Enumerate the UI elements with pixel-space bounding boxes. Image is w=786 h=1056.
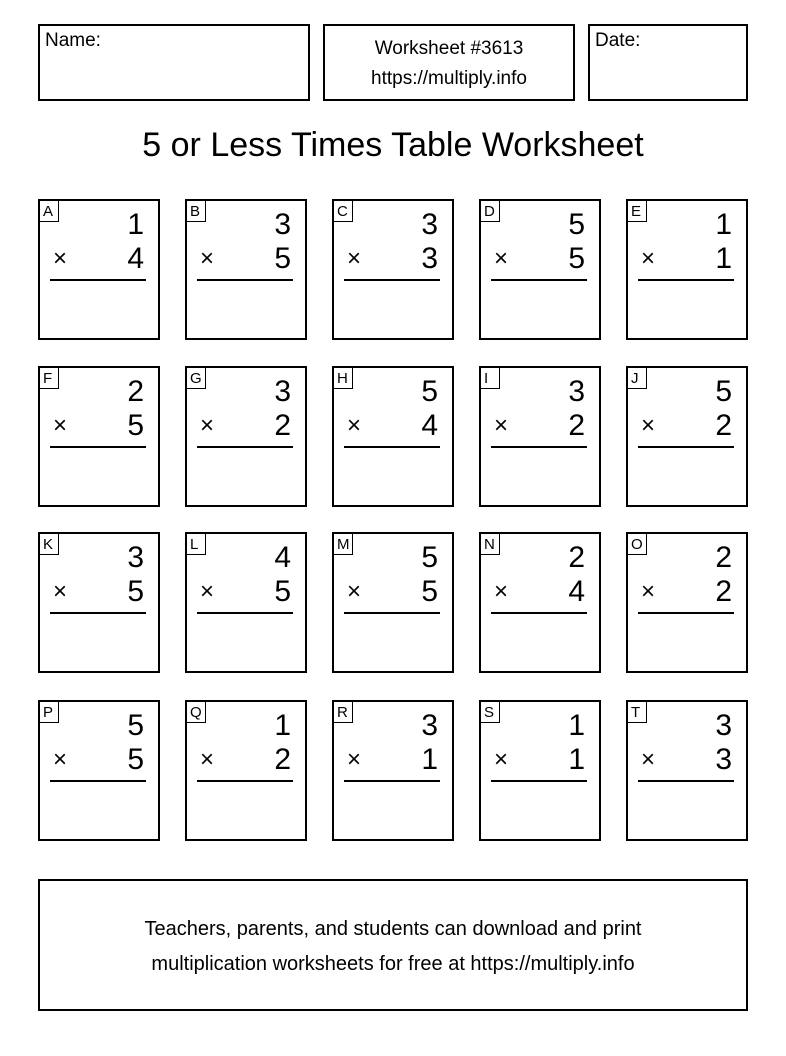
problem-letter: L: [187, 534, 206, 555]
problem-card: [38, 700, 160, 841]
problem-bottom-number: 4: [421, 409, 438, 442]
times-sign: ×: [494, 412, 509, 439]
problem-bottom-number: 2: [715, 409, 732, 442]
problem-top-number: 2: [127, 375, 144, 408]
problem-card: [479, 700, 601, 841]
problem-top-number: 1: [127, 208, 144, 241]
problem-letter: R: [334, 702, 353, 723]
answer-line: [344, 279, 440, 281]
worksheet-url: https://multiply.info: [371, 68, 527, 89]
problem-bottom-number: 2: [568, 409, 585, 442]
problem-top-number: 3: [274, 375, 291, 408]
problem-top-number: 3: [715, 709, 732, 742]
problem-card: [185, 199, 307, 340]
times-sign: ×: [494, 746, 509, 773]
worksheet-title: 5 or Less Times Table Worksheet: [142, 126, 644, 164]
problem-letter: F: [40, 368, 59, 389]
problem-bottom-number: 2: [715, 575, 732, 608]
problem-top-number: 2: [715, 541, 732, 574]
answer-line: [638, 612, 734, 614]
problem-top-number: 5: [421, 541, 438, 574]
worksheet-info-box: [323, 24, 575, 101]
problem-letter: D: [481, 201, 500, 222]
times-sign: ×: [494, 245, 509, 272]
problem-card: [479, 532, 601, 673]
problem-letter: K: [40, 534, 59, 555]
problem-top-number: 3: [568, 375, 585, 408]
times-sign: ×: [494, 578, 509, 605]
times-sign: ×: [200, 245, 215, 272]
problem-top-number: 4: [274, 541, 291, 574]
problem-letter: O: [628, 534, 647, 555]
problem-card: [626, 700, 748, 841]
name-label: Name:: [45, 30, 101, 51]
problem-top-number: 3: [421, 208, 438, 241]
problem-top-number: 2: [568, 541, 585, 574]
problem-card: [626, 199, 748, 340]
times-sign: ×: [347, 578, 362, 605]
answer-line: [638, 446, 734, 448]
problem-bottom-number: 5: [421, 575, 438, 608]
answer-line: [344, 612, 440, 614]
problem-top-number: 5: [421, 375, 438, 408]
answer-line: [491, 446, 587, 448]
answer-line: [197, 446, 293, 448]
problem-bottom-number: 1: [421, 743, 438, 776]
problem-card: [38, 532, 160, 673]
worksheet-number: Worksheet #3613: [374, 38, 524, 59]
problem-bottom-number: 4: [127, 242, 144, 275]
problem-top-number: 5: [127, 709, 144, 742]
problem-bottom-number: 4: [568, 575, 585, 608]
problem-top-number: 3: [421, 709, 438, 742]
answer-line: [491, 279, 587, 281]
problem-letter: E: [628, 201, 647, 222]
answer-line: [197, 780, 293, 782]
problem-bottom-number: 1: [715, 242, 732, 275]
problem-letter: S: [481, 702, 500, 723]
answer-line: [50, 279, 146, 281]
problem-card: [332, 700, 454, 841]
problem-bottom-number: 2: [274, 743, 291, 776]
problem-top-number: 1: [568, 709, 585, 742]
answer-line: [638, 279, 734, 281]
problem-letter: T: [628, 702, 647, 723]
answer-line: [344, 446, 440, 448]
problem-bottom-number: 5: [568, 242, 585, 275]
problem-bottom-number: 3: [421, 242, 438, 275]
problem-letter: J: [628, 368, 647, 389]
problem-top-number: 3: [274, 208, 291, 241]
footer-line-2: multiplication worksheets for free at https://multiply.info: [151, 953, 635, 975]
answer-line: [197, 612, 293, 614]
problem-top-number: 3: [127, 541, 144, 574]
date-label: Date:: [595, 30, 641, 51]
problem-letter: A: [40, 201, 59, 222]
times-sign: ×: [347, 245, 362, 272]
problem-card: [479, 199, 601, 340]
problem-top-number: 5: [715, 375, 732, 408]
problem-letter: P: [40, 702, 59, 723]
problem-card: [626, 366, 748, 507]
problem-card: [479, 366, 601, 507]
problem-letter: B: [187, 201, 206, 222]
times-sign: ×: [347, 412, 362, 439]
problem-card: [332, 532, 454, 673]
times-sign: ×: [200, 412, 215, 439]
answer-line: [50, 780, 146, 782]
problem-letter: H: [334, 368, 353, 389]
answer-line: [491, 612, 587, 614]
answer-line: [50, 612, 146, 614]
problem-card: [38, 366, 160, 507]
answer-line: [50, 446, 146, 448]
problem-card: [332, 199, 454, 340]
date-box: [588, 24, 748, 101]
footer-box: [38, 879, 748, 1011]
problem-bottom-number: 5: [127, 409, 144, 442]
problem-card: [38, 199, 160, 340]
times-sign: ×: [347, 746, 362, 773]
problem-card: [626, 532, 748, 673]
problem-bottom-number: 5: [274, 242, 291, 275]
problem-bottom-number: 1: [568, 743, 585, 776]
problem-letter: C: [334, 201, 353, 222]
answer-line: [638, 780, 734, 782]
problem-bottom-number: 5: [274, 575, 291, 608]
footer-line-1: Teachers, parents, and students can download and print: [144, 918, 642, 940]
answer-line: [197, 279, 293, 281]
problem-bottom-number: 3: [715, 743, 732, 776]
problem-bottom-number: 5: [127, 743, 144, 776]
problem-letter: I: [481, 368, 500, 389]
problem-letter: Q: [187, 702, 206, 723]
problem-letter: M: [334, 534, 353, 555]
times-sign: ×: [53, 412, 68, 439]
problem-top-number: 5: [568, 208, 585, 241]
times-sign: ×: [641, 578, 656, 605]
times-sign: ×: [641, 746, 656, 773]
name-box: [38, 24, 310, 101]
problem-card: [332, 366, 454, 507]
times-sign: ×: [641, 245, 656, 272]
problem-bottom-number: 5: [127, 575, 144, 608]
times-sign: ×: [53, 578, 68, 605]
times-sign: ×: [53, 245, 68, 272]
times-sign: ×: [53, 746, 68, 773]
answer-line: [344, 780, 440, 782]
problem-card: [185, 700, 307, 841]
times-sign: ×: [200, 578, 215, 605]
problem-card: [185, 366, 307, 507]
times-sign: ×: [641, 412, 656, 439]
problem-card: [185, 532, 307, 673]
problem-top-number: 1: [715, 208, 732, 241]
problem-letter: N: [481, 534, 500, 555]
problem-letter: G: [187, 368, 206, 389]
answer-line: [491, 780, 587, 782]
times-sign: ×: [200, 746, 215, 773]
problem-bottom-number: 2: [274, 409, 291, 442]
problem-top-number: 1: [274, 709, 291, 742]
